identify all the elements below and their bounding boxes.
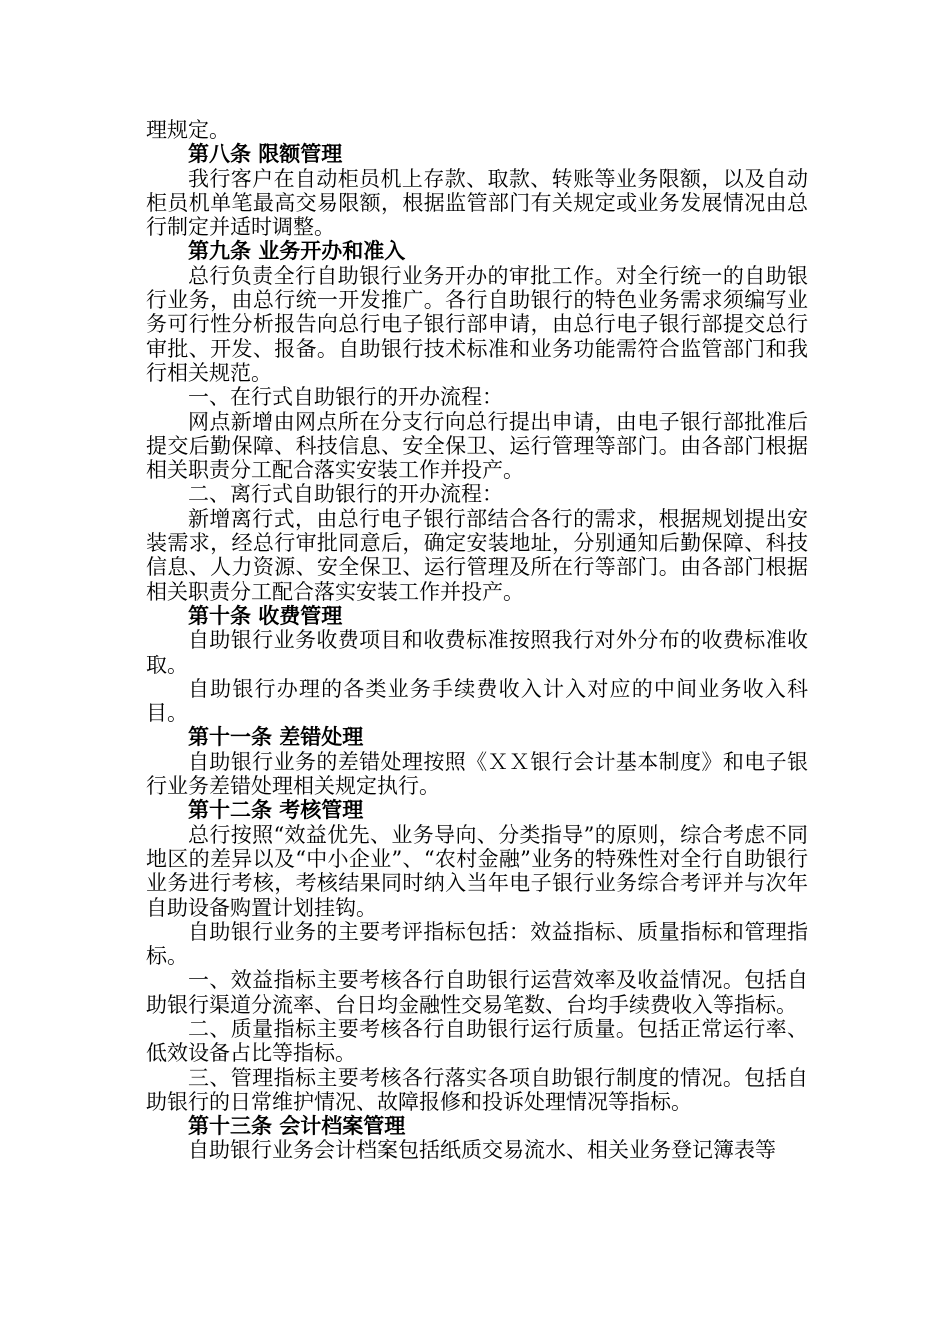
article-heading: 第十条 收费管理 — [188, 603, 343, 628]
document-page — [146, 118, 808, 1163]
paragraph: 自助银行业务收费项目和收费标准按照我行对外分布的收费标准收取。 — [146, 628, 808, 677]
paragraph: 一、效益指标主要考核各行自助银行运营效率及收益情况。包括自助银行渠道分流率、台日均金融性交易笔数、台均手续费收入等指标。 — [146, 968, 808, 1017]
article-heading: 第十三条 会计档案管理 — [188, 1114, 406, 1139]
paragraph: 理规定。 — [146, 118, 230, 142]
paragraph: 二、离行式自助银行的开办流程： — [188, 482, 503, 507]
paragraph: 二、质量指标主要考核各行自助银行运行质量。包括正常运行率、低效设备占比等指标。 — [146, 1016, 808, 1066]
paragraph: 自助银行办理的各类业务手续费收入计入对应的中间业务收入科目。 — [146, 676, 808, 726]
paragraph: 自助银行业务的主要考评指标包括：效益指标、质量指标和管理指标。 — [146, 919, 808, 969]
article-heading: 第八条 限额管理 — [188, 142, 343, 167]
paragraph: 总行负责全行自助银行业务开办的审批工作。对全行统一的自助银行业务，由总行统一开发推广。各行自助银行的特色业务需求须编写业务可行性分析报告向总行电子银行部申请，由总行电子银行部提交总行审批、开发、报备。自助银行技术标准和业务功能需符合监管部门和我行相关规范。 — [146, 263, 808, 385]
article-heading: 第十二条 考核管理 — [188, 798, 364, 823]
paragraph: 自助银行业务会计档案包括纸质交易流水、相关业务登记簿表等 — [188, 1138, 776, 1163]
paragraph: 三、管理指标主要考核各行落实各项自助银行制度的情况。包括自助银行的日常维护情况、故障报修和投诉处理情况等指标。 — [146, 1065, 808, 1114]
paragraph: 网点新增由网点所在分支行向总行提出申请，由电子银行部批准后提交后勤保障、科技信息、安全保卫、运行管理等部门。由各部门根据相关职责分工配合落实安装工作并投产。 — [146, 409, 808, 483]
paragraph: 新增离行式，由总行电子银行部结合各行的需求，根据规划提出安装需求，经总行审批同意后，确定安装地址，分别通知后勤保障、科技信息、人力资源、安全保卫、运行管理及所在行等部门。由各部门根据相关职责分工配合落实安装工作并投产。 — [146, 506, 808, 604]
article-heading: 第九条 业务开办和准入 — [188, 239, 406, 264]
paragraph: 一、在行式自助银行的开办流程： — [188, 385, 503, 410]
paragraph: 我行客户在自动柜员机上存款、取款、转账等业务限额，以及自动柜员机单笔最高交易限额，根据监管部门有关规定或业务发展情况由总行制定并适时调整。 — [146, 166, 808, 240]
article-heading: 第十一条 差错处理 — [188, 725, 364, 750]
paragraph: 总行按照“效益优先、业务导向、分类指导”的原则，综合考虑不同地区的差异以及“中小企业”、“农村金融”业务的特殊性对全行自助银行业务进行考核，考核结果同时纳入当年电子银行业务综合考评并与次年自助设备购置计划挂钩。 — [146, 822, 808, 920]
paragraph: 自助银行业务的差错处理按照《ＸＸ银行会计基本制度》和电子银行业务差错处理相关规定执行。 — [146, 749, 808, 799]
